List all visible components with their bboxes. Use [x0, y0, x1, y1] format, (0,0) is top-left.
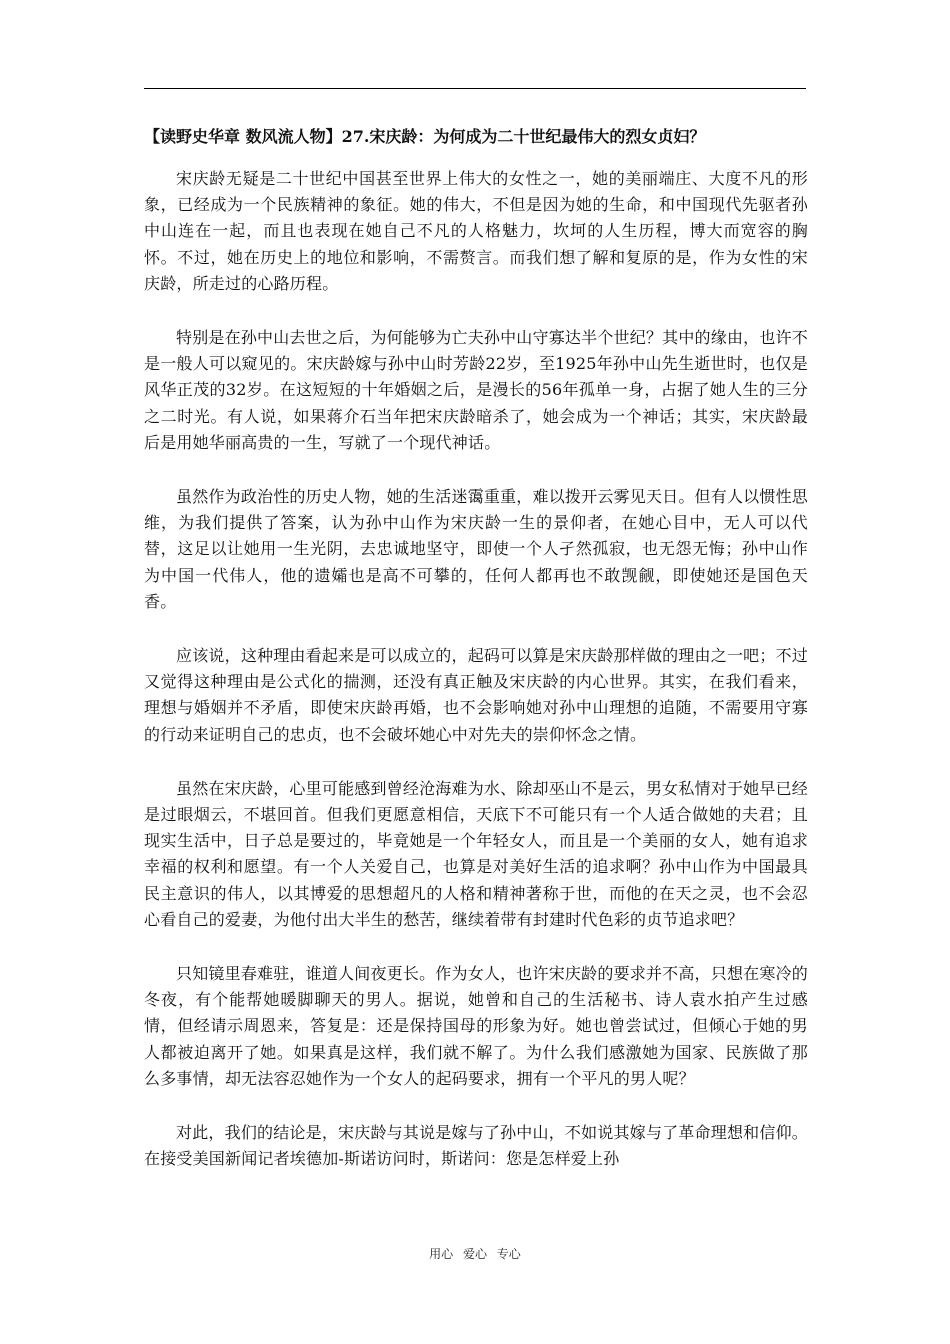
page-footer: 用心 爱心 专心 [429, 1247, 521, 1261]
paragraph-2: 特别是在孙中山去世之后，为何能够为亡夫孙中山守寡达半个世纪？其中的缘由，也许不是一般人可以窥见的。宋庆龄嫁与孙中山时芳龄22岁，至1925年孙中山先生逝世时，也仅是风华正茂的32岁。在这短短的十年婚姻之后，是漫长的56年孤单一身，占据了她人生的三分之二时光。有人说，如果蒋介石当年把宋庆龄暗杀了，她会成为一个神话；其实，宋庆龄最后是用她华丽高贵的一生，写就了一个现代神话。 [144, 328, 808, 452]
document-title: 【读野史华章 数风流人物】27.宋庆龄：为何成为二十世纪最伟大的烈女贞妇？ [144, 127, 706, 146]
paragraph-5: 虽然在宋庆龄，心里可能感到曾经沧海难为水、除却巫山不是云，男女私情对于她早已经是过眼烟云，不堪回首。但我们更愿意相信，天底下不可能只有一个人适合做她的夫君；且现实生活中，日子总是要过的，毕竟她是一个年轻女人，而且是一个美丽的女人，她有追求幸福的权利和愿望。有一个人关爱自己，也算是对美好生活的追求啊？孙中山作为中国最具民主意识的伟人，以其博爱的思想超凡的人格和精神著称于世，而他的在天之灵，也不会忍心看自己的爱妻，为他付出大半生的愁苦，继续着带有封建时代色彩的贞节追求吧？ [144, 778, 808, 929]
paragraph-6: 只知镜里春难驻，谁道人间夜更长。作为女人，也许宋庆龄的要求并不高，只想在寒冷的冬夜，有个能帮她暖脚聊天的男人。据说，她曾和自己的生活秘书、诗人袁水拍产生过感情，但经请示周恩来，答复是：还是保持国母的形象为好。她也曾尝试过，但倾心于她的男人都被迫离开了她。如果真是这样，我们就不解了。为什么我们感激她为国家、民族做了那么多事情，却无法容忍她作为一个女人的起码要求，拥有一个平凡的男人呢？ [144, 964, 808, 1088]
paragraph-1: 宋庆龄无疑是二十世纪中国甚至世界上伟大的女性之一，她的美丽端庄、大度不凡的形象，已经成为一个民族精神的象征。她的伟大，不但是因为她的生命，和中国现代先驱者孙中山连在一起，而且也表现在她自己不凡的人格魅力，坎坷的人生历程，博大而宽容的胸怀。不过，她在历史上的地位和影响，不需赘言。而我们想了解和复原的是，作为女性的宋庆龄，所走过的心路历程。 [144, 169, 808, 293]
paragraph-3: 虽然作为政治性的历史人物，她的生活迷霭重重，难以拨开云雾见天日。但有人以惯性思维，为我们提供了答案，认为孙中山作为宋庆龄一生的景仰者，在她心目中，无人可以代替，这足以让她用一生光阴，去忠诚地坚守，即使一个人孑然孤寂，也无怨无悔；孙中山作为中国一代伟人，他的遗孀也是高不可攀的，任何人都再也不敢觊觎，即使她还是国色天香。 [144, 487, 808, 611]
paragraph-7: 对此，我们的结论是，宋庆龄与其说是嫁与了孙中山，不如说其嫁与了革命理想和信仰。在接受美国新闻记者埃德加-斯诺访问时，斯诺问：您是怎样爱上孙 [144, 1123, 808, 1169]
header-rule [144, 88, 806, 89]
paragraph-4: 应该说，这种理由看起来是可以成立的，起码可以算是宋庆龄那样做的理由之一吧；不过又觉得这种理由是公式化的揣测，还没有真正触及宋庆龄的内心世界。其实，在我们看来，理想与婚姻并不矛盾，即使宋庆龄再婚，也不会影响她对孙中山理想的追随，不需要用守寡的行动来证明自己的忠贞，也不会破坏她心中对先夫的崇仰怀念之情。 [144, 646, 808, 744]
document-body [144, 124, 808, 1201]
